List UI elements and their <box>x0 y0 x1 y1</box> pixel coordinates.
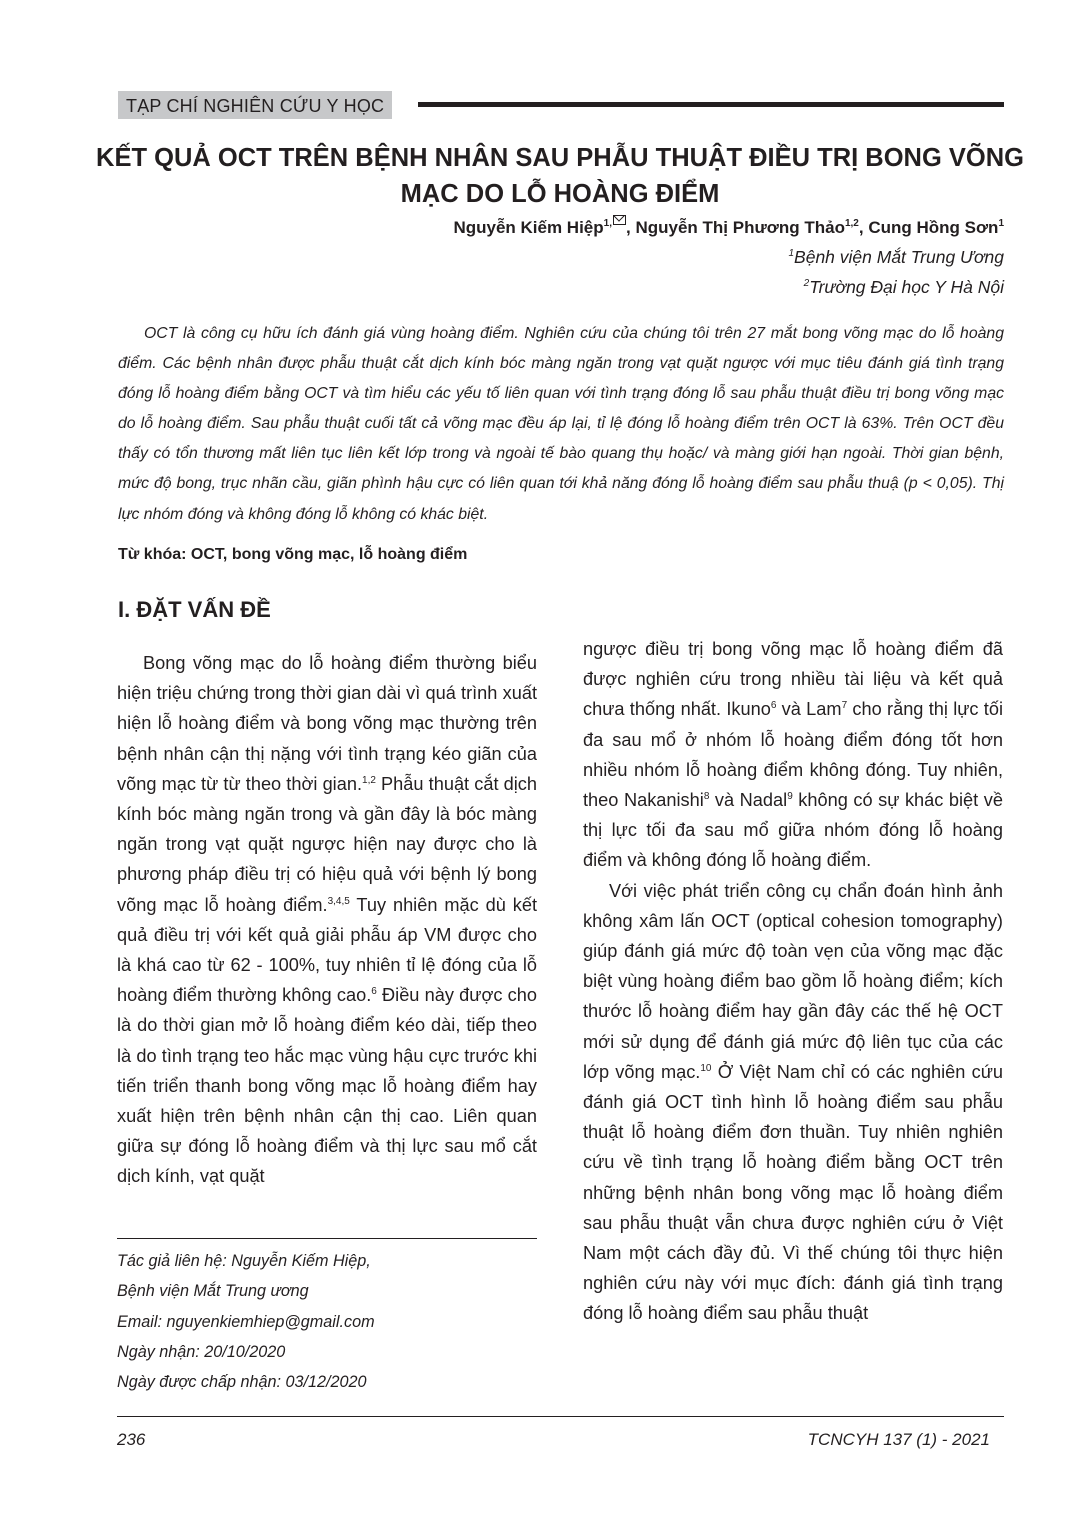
author-name: Nguyễn Kiếm Hiệp <box>453 218 604 237</box>
author-name: Cung Hồng Sơn <box>868 218 999 237</box>
journal-issue: TCNCYH 137 (1) - 2021 <box>807 1430 990 1449</box>
author-name: Nguyễn Thị Phương Thảo <box>635 218 845 237</box>
journal-header <box>118 91 1004 119</box>
citation: 10 <box>700 1062 712 1074</box>
keywords: Từ khóa: OCT, bong võng mạc, lỗ hoàng điểm <box>118 546 468 563</box>
header-rule <box>418 102 1004 107</box>
body-paragraph: Bong võng mạc do lỗ hoàng điểm thường biểu hiện triệu chứng trong thời gian dài vì quá trình xuất hiện lỗ hoàng điểm và bong võng mạc thường trên bệnh nhân cận thị nặng với tình trạng kéo giãn của võng mạc từ từ theo thời gian.$^{1,2}$ Phẫu thuật cắt dịch kính bóc màng ngăn trong và gần đây là bóc màng ngăn trong vạt quặt ngược hiện nay được cho là phương pháp điều trị có hiệu quả với bệnh lý bong võng mạc lỗ hoàng điểm.$^{3,4,5}$ Tuy nhiên mặc dù kết quả điều trị với kết quả giải phẫu áp VM được cho là khá cao từ 62 - 100%, tuy nhiên tỉ lệ đóng của lỗ hoàng điểm thường không cao.$^6$ Điều này được cho là do thời gian mở lỗ hoàng điểm kéo dài, tiếp theo là do tình trạng teo hắc mạc vùng hậu cực trước khi tiến triển thanh bong võng mạc lỗ hoàng điểm hay xuất hiện trên bệnh nhân cận thị cao. Liên quan giữa sự đóng lỗ hoàng điểm và thị lực sau mổ cắt dịch kính, vạt quặt <box>117 653 537 1187</box>
right-column <box>583 634 1003 1329</box>
citation: 9 <box>787 791 793 803</box>
citation: 7 <box>841 700 848 712</box>
affiliation: $^1$Bệnh viện Mắt Trung Ương <box>788 247 1004 267</box>
citation: 8 <box>703 791 710 803</box>
footnote-rule <box>117 1238 537 1239</box>
section-heading: I. ĐẶT VẤN ĐỀ <box>118 597 271 622</box>
correspondence-footnote: Tác giả liên hệ: Nguyễn Kiếm Hiệp, Bệnh viện Mắt Trung ương Email: nguyenkiemhiep@gmail.com Ngày nhận: 20/10/2020 Ngày được chấp nhận: 03/12/2020 <box>117 1252 375 1392</box>
citation: 3,4,5 <box>327 895 350 907</box>
affiliation: $^2$Trường Đại học Y Hà Nội <box>803 277 1004 297</box>
citation: 6 <box>770 700 777 712</box>
left-column <box>117 648 537 1192</box>
citation: 6 <box>371 986 377 998</box>
author-affiliation-ref: 1 <box>998 218 1004 229</box>
mail-icon <box>613 215 626 225</box>
author-list: Nguyễn Kiếm Hiệp$^{1,}$ , Nguyễn Thị Phương Thảo$^{1,2}$, Cung Hồng Sơn$^1$ <box>453 212 1004 240</box>
article-title: KẾT QUẢ OCT TRÊN BỆNH NHÂN SAU PHẪU THUẬT ĐIỀU TRỊ BONG VÕNG MẠC DO LỖ HOÀNG ĐIỂM <box>96 144 1024 208</box>
page-number: 236 <box>117 1430 146 1449</box>
abstract: OCT là công cụ hữu ích đánh giá vùng hoàng điểm. Nghiên cứu của chúng tôi trên 27 mắt bong võng mạc do lỗ hoàng điểm. Các bệnh nhân được phẫu thuật cắt dịch kính bóc màng ngăn trong vạt quặt ngược với mục tiêu đánh giá tình trạng đóng lỗ hoàng điểm bằng OCT và tìm hiểu các yếu tố liên quan với tình trạng đóng lỗ sau phẫu thuật điều trị bong võng mạc do lỗ hoàng điểm. Sau phẫu thuật cuối tất cả võng mạc đều áp lại, tỉ lệ đóng lỗ hoàng điểm trên OCT là 63%. Trên OCT đều thấy có tổn thương mất liên tục liên kết lớp trong và ngoài tế bào quang thụ hoặc/ và màng giới hạn ngoài. Thời gian bệnh, mức độ bong, trục nhãn cầu, giãn phình hậu cực có liên quan tới khả năng đóng lỗ hoàng điểm sau phẫu thuậ (p < 0,05). Thị lực nhóm đóng và không đóng lỗ không có khác biệt. <box>118 325 1004 523</box>
body-paragraph: Với việc phát triển công cụ chẩn đoán hình ảnh không xâm lấn OCT (optical cohesion tomography) giúp đánh giá mức độ toàn vẹn của võng mạc đặc biệt vùng hoàng điểm bao gồm lỗ hoàng điểm; kích thước lỗ hoàng điểm hay gần đây các thế hệ OCT mới sử dụng để đánh giá mức độ liên tục của các lớp võng mạc.$^{10}$ Ở Việt Nam chỉ có các nghiên cứu đánh giá OCT tình hình lỗ hoàng điểm sau phẫu thuật lỗ hoàng điểm đơn thuần. Tuy nhiên nghiên cứu về tình trạng lỗ hoàng điểm bằng OCT trên những bệnh nhân bong võng mạc lỗ hoàng điểm sau phẫu thuật vẫn chưa được nghiên cứu ở Việt Nam một cách đầy đủ. Vì thế chúng tôi thực hiện nghiên cứu này với mục đích: đánh giá tình trạng đóng lỗ hoàng điểm sau phẫu thuật <box>583 880 1003 1324</box>
author-affiliation-ref: 1, <box>603 218 612 229</box>
citation: 1,2 <box>362 774 376 786</box>
footer-rule <box>117 1416 1004 1417</box>
author-affiliation-ref: 1,2 <box>844 218 859 229</box>
body-paragraph: ngược điều trị bong võng mạc lỗ hoàng điểm đã được nghiên cứu trong nhiều tài liệu và kết quả chưa thống nhất. Ikuno$^6$ và Lam$^7$ cho rằng thị lực tối đa sau mổ ở nhóm lỗ hoàng điểm đóng tốt hơn nhiều nhóm lỗ hoàng điểm không đóng. Tuy nhiên, theo Nakanishi$^8$ và Nadal$^9$ không có sự khác biệt về thị lực tối đa sau mổ giữa nhóm đóng lỗ hoàng điểm và không đóng lỗ hoàng điểm. <box>583 639 1004 871</box>
journal-name: TẠP CHÍ NGHIÊN CỨU Y HỌC <box>118 91 392 119</box>
